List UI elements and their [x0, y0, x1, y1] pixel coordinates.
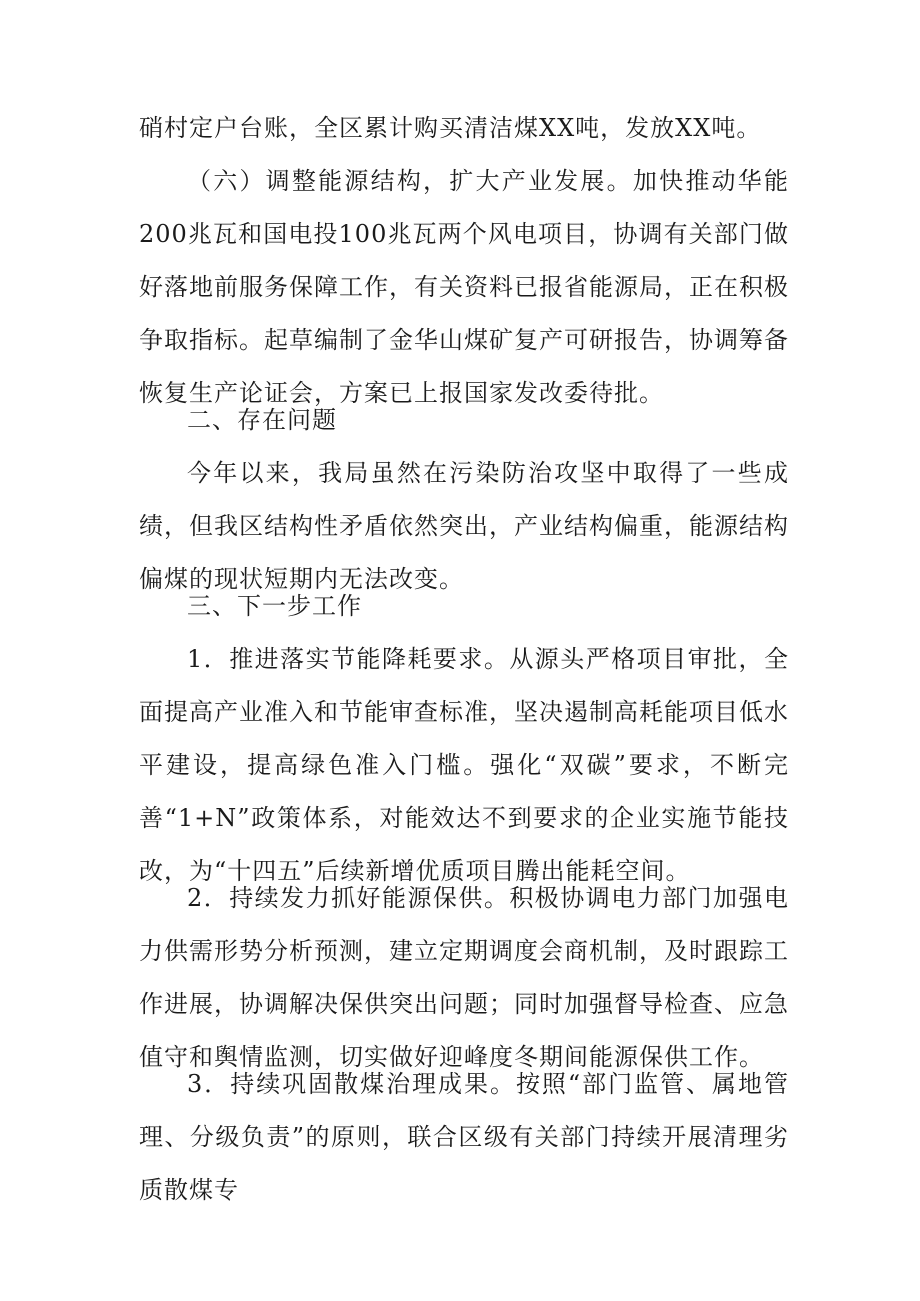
paragraph-step-1: 1．推进落实节能降耗要求。从源头严格项目审批，全面提高产业准入和节能审查标准，坚决遏制高耗能项目低水平建设，提高绿色准入门槛。强化“双碳”要求，不断完善“1+N”政策体系，对能效达不到要求的企业实施节能技改，为“十四五”后续新增优质项目腾出能耗空间。 — [139, 645, 789, 885]
section-heading-next-steps: 三、下一步工作 — [187, 592, 362, 620]
paragraph-step-3: 3．持续巩固散煤治理成果。按照“部门监管、属地管理、分级负责”的原则，联合区级有关部门持续开展清理劣质散煤专 — [139, 1070, 789, 1204]
paragraph-continuation: 硝村定户台账，全区累计购买清洁煤XX吨，发放XX吨。 — [139, 114, 762, 142]
section-heading-problems: 二、存在问题 — [187, 406, 337, 434]
paragraph-energy-structure: （六）调整能源结构，扩大产业发展。加快推动华能200兆瓦和国电投100兆瓦两个风电项目，协调有关部门做好落地前服务保障工作，有关资料已报省能源局，正在积极争取指标。起草编制了金华山煤矿复产可研报告，协调筹备恢复生产论证会，方案已上报国家发改委待批。 — [139, 167, 789, 407]
paragraph-problems: 今年以来，我局虽然在污染防治攻坚中取得了一些成绩，但我区结构性矛盾依然突出，产业结构偏重，能源结构偏煤的现状短期内无法改变。 — [139, 459, 789, 593]
paragraph-step-2: 2．持续发力抓好能源保供。积极协调电力部门加强电力供需形势分析预测，建立定期调度会商机制，及时跟踪工作进展，协调解决保供突出问题；同时加强督导检查、应急值守和舆情监测，切实做好迎峰度冬期间能源保供工作。 — [139, 884, 789, 1071]
